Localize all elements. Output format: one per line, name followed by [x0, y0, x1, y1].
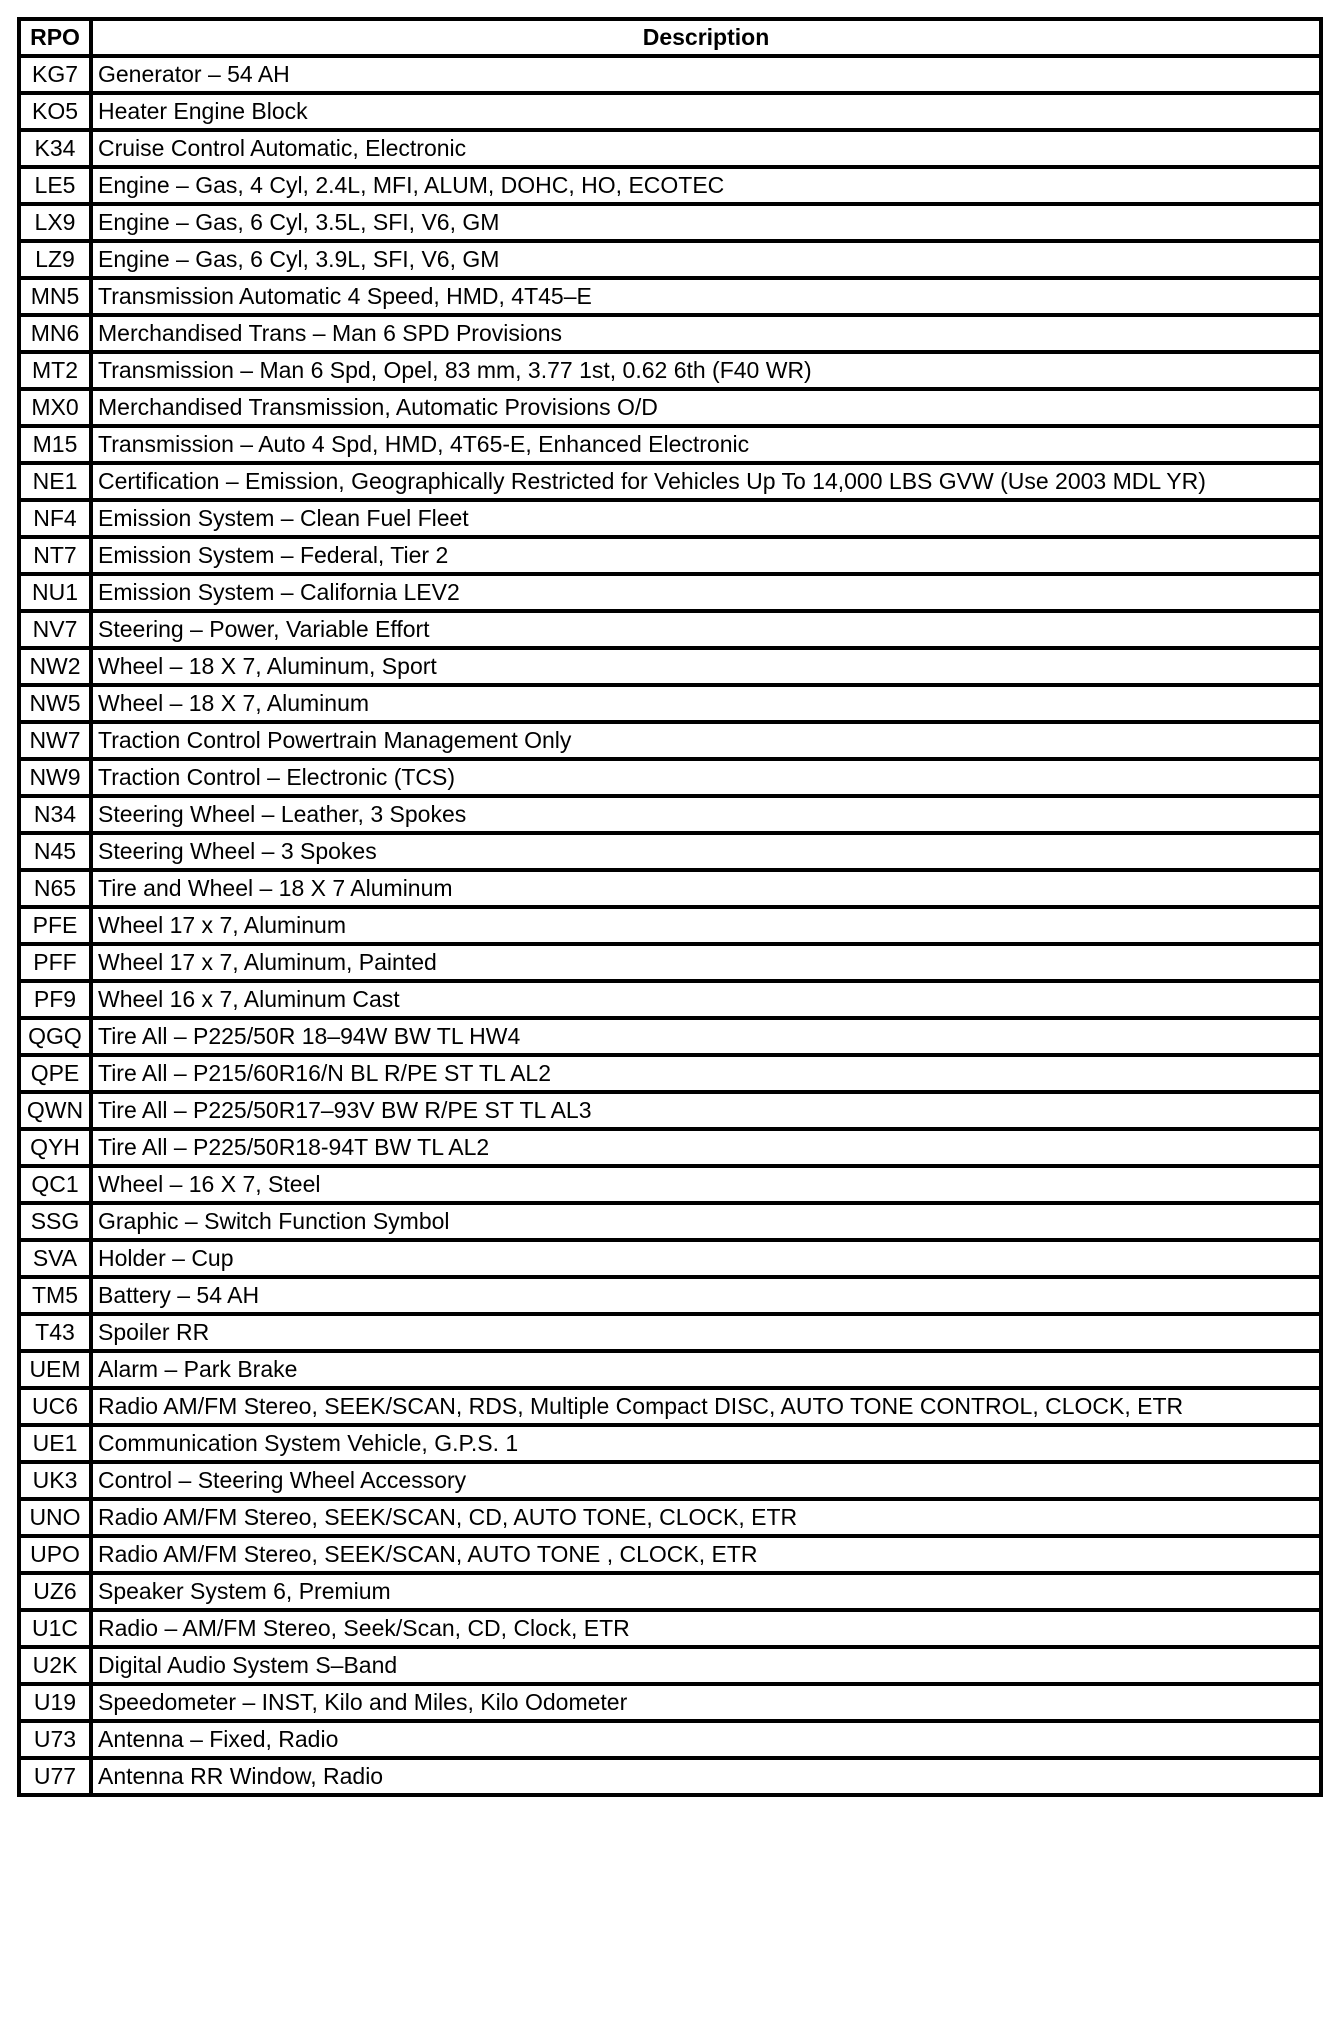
table-row: [19, 463, 1321, 500]
description-cell: Antenna – Fixed, Radio: [91, 1721, 1321, 1758]
description-cell: Emission System – Clean Fuel Fleet: [91, 500, 1321, 537]
rpo-code-cell: UC6: [19, 1388, 91, 1425]
description-cell: Radio AM/FM Stereo, SEEK/SCAN, RDS, Multiple Compact DISC, AUTO TONE CONTROL, CLOCK, ETR: [91, 1388, 1321, 1425]
rpo-code-cell: NT7: [19, 537, 91, 574]
rpo-code-cell: PFF: [19, 944, 91, 981]
rpo-code-cell: NF4: [19, 500, 91, 537]
table-row: [19, 981, 1321, 1018]
description-cell: Spoiler RR: [91, 1314, 1321, 1351]
rpo-code-cell: T43: [19, 1314, 91, 1351]
rpo-code-cell: NE1: [19, 463, 91, 500]
description-cell: Control – Steering Wheel Accessory: [91, 1462, 1321, 1499]
rpo-code-cell: LE5: [19, 167, 91, 204]
rpo-code-cell: UNO: [19, 1499, 91, 1536]
rpo-code-cell: TM5: [19, 1277, 91, 1314]
header-description: Description: [91, 19, 1321, 56]
description-cell: Heater Engine Block: [91, 93, 1321, 130]
table-row: [19, 1499, 1321, 1536]
rpo-code-cell: U2K: [19, 1647, 91, 1684]
rpo-code-cell: MT2: [19, 352, 91, 389]
table-row: [19, 1610, 1321, 1647]
rpo-code-cell: MN6: [19, 315, 91, 352]
rpo-code-cell: N45: [19, 833, 91, 870]
rpo-code-cell: QGQ: [19, 1018, 91, 1055]
description-cell: Radio – AM/FM Stereo, Seek/Scan, CD, Clock, ETR: [91, 1610, 1321, 1647]
description-cell: Alarm – Park Brake: [91, 1351, 1321, 1388]
description-cell: Tire All – P225/50R17–93V BW R/PE ST TL AL3: [91, 1092, 1321, 1129]
rpo-code-cell: SVA: [19, 1240, 91, 1277]
table-row: [19, 759, 1321, 796]
table-row: [19, 944, 1321, 981]
table-row: [19, 1351, 1321, 1388]
table-row: [19, 1425, 1321, 1462]
table-row: [19, 315, 1321, 352]
description-cell: Traction Control Powertrain Management Only: [91, 722, 1321, 759]
table-row: [19, 1166, 1321, 1203]
rpo-code-cell: SSG: [19, 1203, 91, 1240]
description-cell: Digital Audio System S–Band: [91, 1647, 1321, 1684]
description-cell: Radio AM/FM Stereo, SEEK/SCAN, AUTO TONE , CLOCK, ETR: [91, 1536, 1321, 1573]
description-cell: Merchandised Trans – Man 6 SPD Provisions: [91, 315, 1321, 352]
table-row: [19, 537, 1321, 574]
description-cell: Steering – Power, Variable Effort: [91, 611, 1321, 648]
rpo-code-cell: KO5: [19, 93, 91, 130]
table-row: [19, 278, 1321, 315]
rpo-code-cell: UZ6: [19, 1573, 91, 1610]
rpo-code-cell: QWN: [19, 1092, 91, 1129]
description-cell: Transmission – Auto 4 Spd, HMD, 4T65-E, Enhanced Electronic: [91, 426, 1321, 463]
table-row: [19, 204, 1321, 241]
table-row: [19, 1536, 1321, 1573]
rpo-code-cell: N34: [19, 796, 91, 833]
rpo-code-cell: MX0: [19, 389, 91, 426]
description-cell: Cruise Control Automatic, Electronic: [91, 130, 1321, 167]
table-row: [19, 93, 1321, 130]
table-header: [19, 19, 1321, 56]
table-row: [19, 352, 1321, 389]
table-row: [19, 241, 1321, 278]
description-cell: Tire and Wheel – 18 X 7 Aluminum: [91, 870, 1321, 907]
table-row: [19, 1388, 1321, 1425]
rpo-code-cell: MN5: [19, 278, 91, 315]
rpo-code-cell: NW2: [19, 648, 91, 685]
rpo-code-cell: LZ9: [19, 241, 91, 278]
table-body: [19, 56, 1321, 1795]
description-cell: Wheel – 16 X 7, Steel: [91, 1166, 1321, 1203]
table-row: [19, 1055, 1321, 1092]
rpo-code-cell: UPO: [19, 1536, 91, 1573]
table-row: [19, 685, 1321, 722]
description-cell: Communication System Vehicle, G.P.S. 1: [91, 1425, 1321, 1462]
rpo-code-cell: QYH: [19, 1129, 91, 1166]
table-row: [19, 500, 1321, 537]
rpo-code-cell: U73: [19, 1721, 91, 1758]
description-cell: Graphic – Switch Function Symbol: [91, 1203, 1321, 1240]
description-cell: Tire All – P215/60R16/N BL R/PE ST TL AL2: [91, 1055, 1321, 1092]
rpo-code-cell: KG7: [19, 56, 91, 93]
rpo-code-cell: PF9: [19, 981, 91, 1018]
description-cell: Holder – Cup: [91, 1240, 1321, 1277]
description-cell: Speedometer – INST, Kilo and Miles, Kilo Odometer: [91, 1684, 1321, 1721]
table-row: [19, 1573, 1321, 1610]
table-row: [19, 907, 1321, 944]
description-cell: Certification – Emission, Geographically Restricted for Vehicles Up To 14,000 LBS GVW (Use 2003 MDL YR): [91, 463, 1321, 500]
table-row: [19, 1684, 1321, 1721]
table-row: [19, 722, 1321, 759]
table-row: [19, 1462, 1321, 1499]
description-cell: Traction Control – Electronic (TCS): [91, 759, 1321, 796]
rpo-code-cell: QPE: [19, 1055, 91, 1092]
table-row: [19, 1203, 1321, 1240]
table-row: [19, 1647, 1321, 1684]
description-cell: Battery – 54 AH: [91, 1277, 1321, 1314]
table-row: [19, 1314, 1321, 1351]
rpo-code-cell: NW9: [19, 759, 91, 796]
rpo-code-cell: U19: [19, 1684, 91, 1721]
table-row: [19, 574, 1321, 611]
description-cell: Speaker System 6, Premium: [91, 1573, 1321, 1610]
description-cell: Transmission Automatic 4 Speed, HMD, 4T45–E: [91, 278, 1321, 315]
rpo-code-cell: K34: [19, 130, 91, 167]
rpo-code-cell: NV7: [19, 611, 91, 648]
table-row: [19, 1758, 1321, 1795]
description-cell: Wheel – 18 X 7, Aluminum: [91, 685, 1321, 722]
description-cell: Antenna RR Window, Radio: [91, 1758, 1321, 1795]
description-cell: Engine – Gas, 6 Cyl, 3.9L, SFI, V6, GM: [91, 241, 1321, 278]
table-row: [19, 1721, 1321, 1758]
table-row: [19, 648, 1321, 685]
table-row: [19, 56, 1321, 93]
rpo-code-cell: N65: [19, 870, 91, 907]
description-cell: Engine – Gas, 4 Cyl, 2.4L, MFI, ALUM, DOHC, HO, ECOTEC: [91, 167, 1321, 204]
rpo-code-cell: M15: [19, 426, 91, 463]
rpo-code-cell: NW7: [19, 722, 91, 759]
rpo-code-cell: U77: [19, 1758, 91, 1795]
rpo-code-cell: QC1: [19, 1166, 91, 1203]
description-cell: Wheel – 18 X 7, Aluminum, Sport: [91, 648, 1321, 685]
table-row: [19, 167, 1321, 204]
rpo-code-cell: UEM: [19, 1351, 91, 1388]
description-cell: Emission System – California LEV2: [91, 574, 1321, 611]
header-row: [19, 19, 1321, 56]
description-cell: Transmission – Man 6 Spd, Opel, 83 mm, 3.77 1st, 0.62 6th (F40 WR): [91, 352, 1321, 389]
rpo-code-cell: NW5: [19, 685, 91, 722]
rpo-code-cell: U1C: [19, 1610, 91, 1647]
table-row: [19, 1240, 1321, 1277]
description-cell: Generator – 54 AH: [91, 56, 1321, 93]
table-row: [19, 833, 1321, 870]
description-cell: Steering Wheel – 3 Spokes: [91, 833, 1321, 870]
header-rpo: RPO: [19, 19, 91, 56]
description-cell: Tire All – P225/50R 18–94W BW TL HW4: [91, 1018, 1321, 1055]
description-cell: Tire All – P225/50R18-94T BW TL AL2: [91, 1129, 1321, 1166]
description-cell: Engine – Gas, 6 Cyl, 3.5L, SFI, V6, GM: [91, 204, 1321, 241]
table-row: [19, 389, 1321, 426]
rpo-code-cell: UK3: [19, 1462, 91, 1499]
description-cell: Steering Wheel – Leather, 3 Spokes: [91, 796, 1321, 833]
table-row: [19, 1129, 1321, 1166]
table-row: [19, 1277, 1321, 1314]
table-row: [19, 1092, 1321, 1129]
table-row: [19, 796, 1321, 833]
rpo-code-cell: PFE: [19, 907, 91, 944]
rpo-code-cell: UE1: [19, 1425, 91, 1462]
table-row: [19, 130, 1321, 167]
description-cell: Wheel 17 x 7, Aluminum: [91, 907, 1321, 944]
description-cell: Emission System – Federal, Tier 2: [91, 537, 1321, 574]
description-cell: Wheel 17 x 7, Aluminum, Painted: [91, 944, 1321, 981]
rpo-code-cell: NU1: [19, 574, 91, 611]
table-row: [19, 870, 1321, 907]
rpo-table: [17, 17, 1323, 1797]
rpo-code-cell: LX9: [19, 204, 91, 241]
table-row: [19, 611, 1321, 648]
table-row: [19, 1018, 1321, 1055]
description-cell: Merchandised Transmission, Automatic Provisions O/D: [91, 389, 1321, 426]
table-row: [19, 426, 1321, 463]
description-cell: Wheel 16 x 7, Aluminum Cast: [91, 981, 1321, 1018]
description-cell: Radio AM/FM Stereo, SEEK/SCAN, CD, AUTO TONE, CLOCK, ETR: [91, 1499, 1321, 1536]
